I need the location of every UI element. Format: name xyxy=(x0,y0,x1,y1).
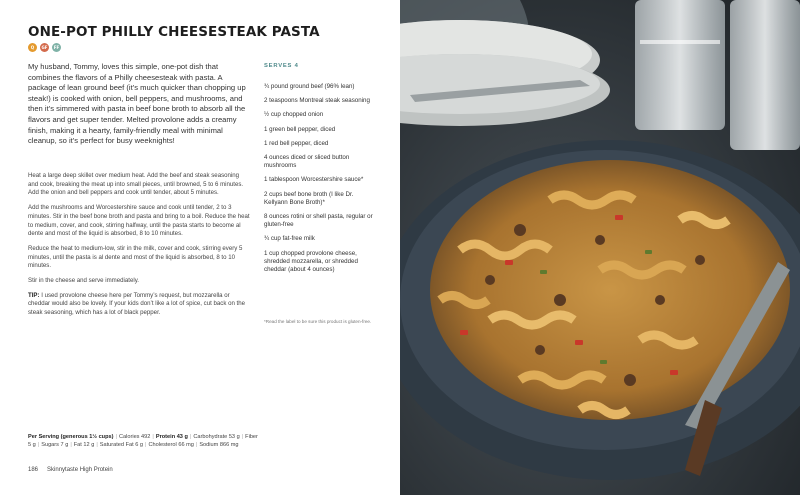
ingredient-item: 1 tablespoon Worcestershire sauce* xyxy=(264,176,364,184)
ingredient-item: ¾ pound ground beef (96% lean) xyxy=(264,83,355,90)
diet-badge-gf: GF xyxy=(41,45,48,50)
nutrition-value: 66 mg xyxy=(178,442,194,449)
diet-badge-q: Q xyxy=(28,43,37,52)
nutrition-label: Calories xyxy=(118,434,140,440)
page-number: 186 xyxy=(28,467,39,473)
method-steps xyxy=(28,172,250,324)
step-3: Reduce the heat to medium-low, stir in the milk, cover and cook, stirring every 5 minutes, until the pasta is al dente and most of the liquid is absorbed, 8 to 10 minutes. xyxy=(28,244,243,270)
step-2: Add the mushrooms and Worcestershire sauce and cook until tender, 2 to 3 minutes. Stir in the beef bone broth and pasta and bring to a boil. Reduce the heat to medium, cover, and cook, stirring halfway, until the pasta starts to become al dente and most of the liquid is absorbed, 8 to 10 minutes. xyxy=(28,204,250,238)
nutrition-separator: | xyxy=(241,434,244,440)
nutrition-label: Fat xyxy=(73,442,82,449)
nutrition-value: 43 g xyxy=(176,434,188,440)
nutrition-info xyxy=(28,433,260,449)
ingredient-item: 8 ounces rotini or shell pasta, regular or gluten-free xyxy=(264,213,373,229)
nutrition-item xyxy=(119,434,150,440)
nutrition-label: Fiber xyxy=(245,434,258,440)
nutrition-separator: | xyxy=(152,434,154,440)
recipe-tip xyxy=(28,292,250,318)
nutrition-item xyxy=(199,442,238,448)
nutrition-label: Cholesterol xyxy=(148,442,177,449)
nutrition-value: 866 mg xyxy=(219,442,239,449)
ingredient-item: ½ cup chopped onion xyxy=(264,111,324,119)
ingredient-item: 2 teaspoons Montreal steak seasoning xyxy=(264,97,370,105)
serves-label: SERVES 4 xyxy=(264,63,299,69)
nutrition-label: Sugars xyxy=(41,442,59,449)
intro-text: My husband, Tommy, loves this simple, one-pot dish that combines the flavors of a Philly cheesesteak with pasta. A package of lean ground beef (it’s much quicker than chopping up steak!) is cooked with onion, bell peppers, and mushrooms, and then it’s simmered with pasta in beef bone broth to absorb all the flavors and get super tender. Melted provolone adds a creamy finish, making it a hearty, family-friendly meal with minimal cleanup, so it’s perfect for busy weeknights! xyxy=(28,62,246,146)
ingredient-item: 1 green bell pepper, diced xyxy=(264,125,336,133)
pasta-photo xyxy=(400,0,800,495)
nutrition-separator: | xyxy=(145,442,147,449)
nutrition-label: Saturated Fat xyxy=(99,442,134,449)
nutrition-label: Per Serving (generous 1½ cups) xyxy=(28,434,114,440)
ingredient-item: ¾ cup fat-free milk xyxy=(264,235,315,243)
recipe-title: ONE-POT PHILLY CHEESESTEAK PASTA xyxy=(28,24,320,40)
ingredient-item: 1 cup chopped provolone cheese, shredded mozzarella, or shredded cheddar (about 4 ounces) xyxy=(264,249,358,274)
recipe-intro xyxy=(28,62,246,147)
ingredient-item: 4 ounces diced or sliced button mushrooms xyxy=(264,154,350,170)
nutrition-value: 5 g xyxy=(28,442,36,449)
diet-badge-ff: FF xyxy=(53,45,60,50)
nutrition-value: 6 g xyxy=(135,442,144,449)
nutrition-separator: | xyxy=(70,442,72,449)
nutrition-separator: | xyxy=(189,434,192,440)
ingredient-item: 1 red bell pepper, diced xyxy=(264,139,329,147)
nutrition-value: 53 g xyxy=(228,434,240,440)
step-1: Heat a large deep skillet over medium heat. Add the beef and steak seasoning and cook, breaking the meat up into small pieces, until browned, 5 to 6 minutes. Add the onion and bell peppers and cook until tender, about 5 minutes. xyxy=(28,172,244,197)
nutrition-item xyxy=(28,434,114,440)
nutrition-item xyxy=(74,442,95,448)
nutrition-item xyxy=(193,434,239,440)
gluten-footnote: *Read the label to be sure this product is gluten-free. xyxy=(264,319,372,324)
book-title: Skinnytaste High Protein xyxy=(47,467,113,473)
nutrition-item xyxy=(100,442,143,448)
nutrition-separator: | xyxy=(37,442,40,449)
nutrition-value: 7 g xyxy=(60,442,69,449)
tip-text: I used provolone cheese here per Tommy’s request, but mozzarella or cheddar would also be lovely. If your kids don’t like a lot of spice, cut back on the steak seasoning, which has a lot of black pepper. xyxy=(28,291,246,317)
nutrition-item xyxy=(148,442,193,448)
nutrition-separator: | xyxy=(96,442,98,449)
ingredient-item: 2 cups beef bone broth (I like Dr. Kellyann Bone Broth)* xyxy=(264,190,354,206)
nutrition-value: 12 g xyxy=(83,442,95,449)
ingredient-list xyxy=(264,83,376,280)
diet-badges xyxy=(28,43,61,52)
nutrition-separator: | xyxy=(195,442,198,449)
nutrition-label: Sodium xyxy=(199,442,219,449)
nutrition-label: Protein xyxy=(155,434,176,440)
tip-label: TIP: xyxy=(28,291,40,299)
nutrition-separator: | xyxy=(115,434,117,440)
nutrition-item xyxy=(41,442,68,448)
step-4: Stir in the cheese and serve immediately. xyxy=(28,277,139,285)
page-footer xyxy=(28,467,113,473)
nutrition-value: 492 xyxy=(141,434,151,440)
nutrition-item xyxy=(156,434,188,440)
nutrition-label: Carbohydrate xyxy=(193,434,228,440)
pasta-dish-image xyxy=(400,0,800,495)
